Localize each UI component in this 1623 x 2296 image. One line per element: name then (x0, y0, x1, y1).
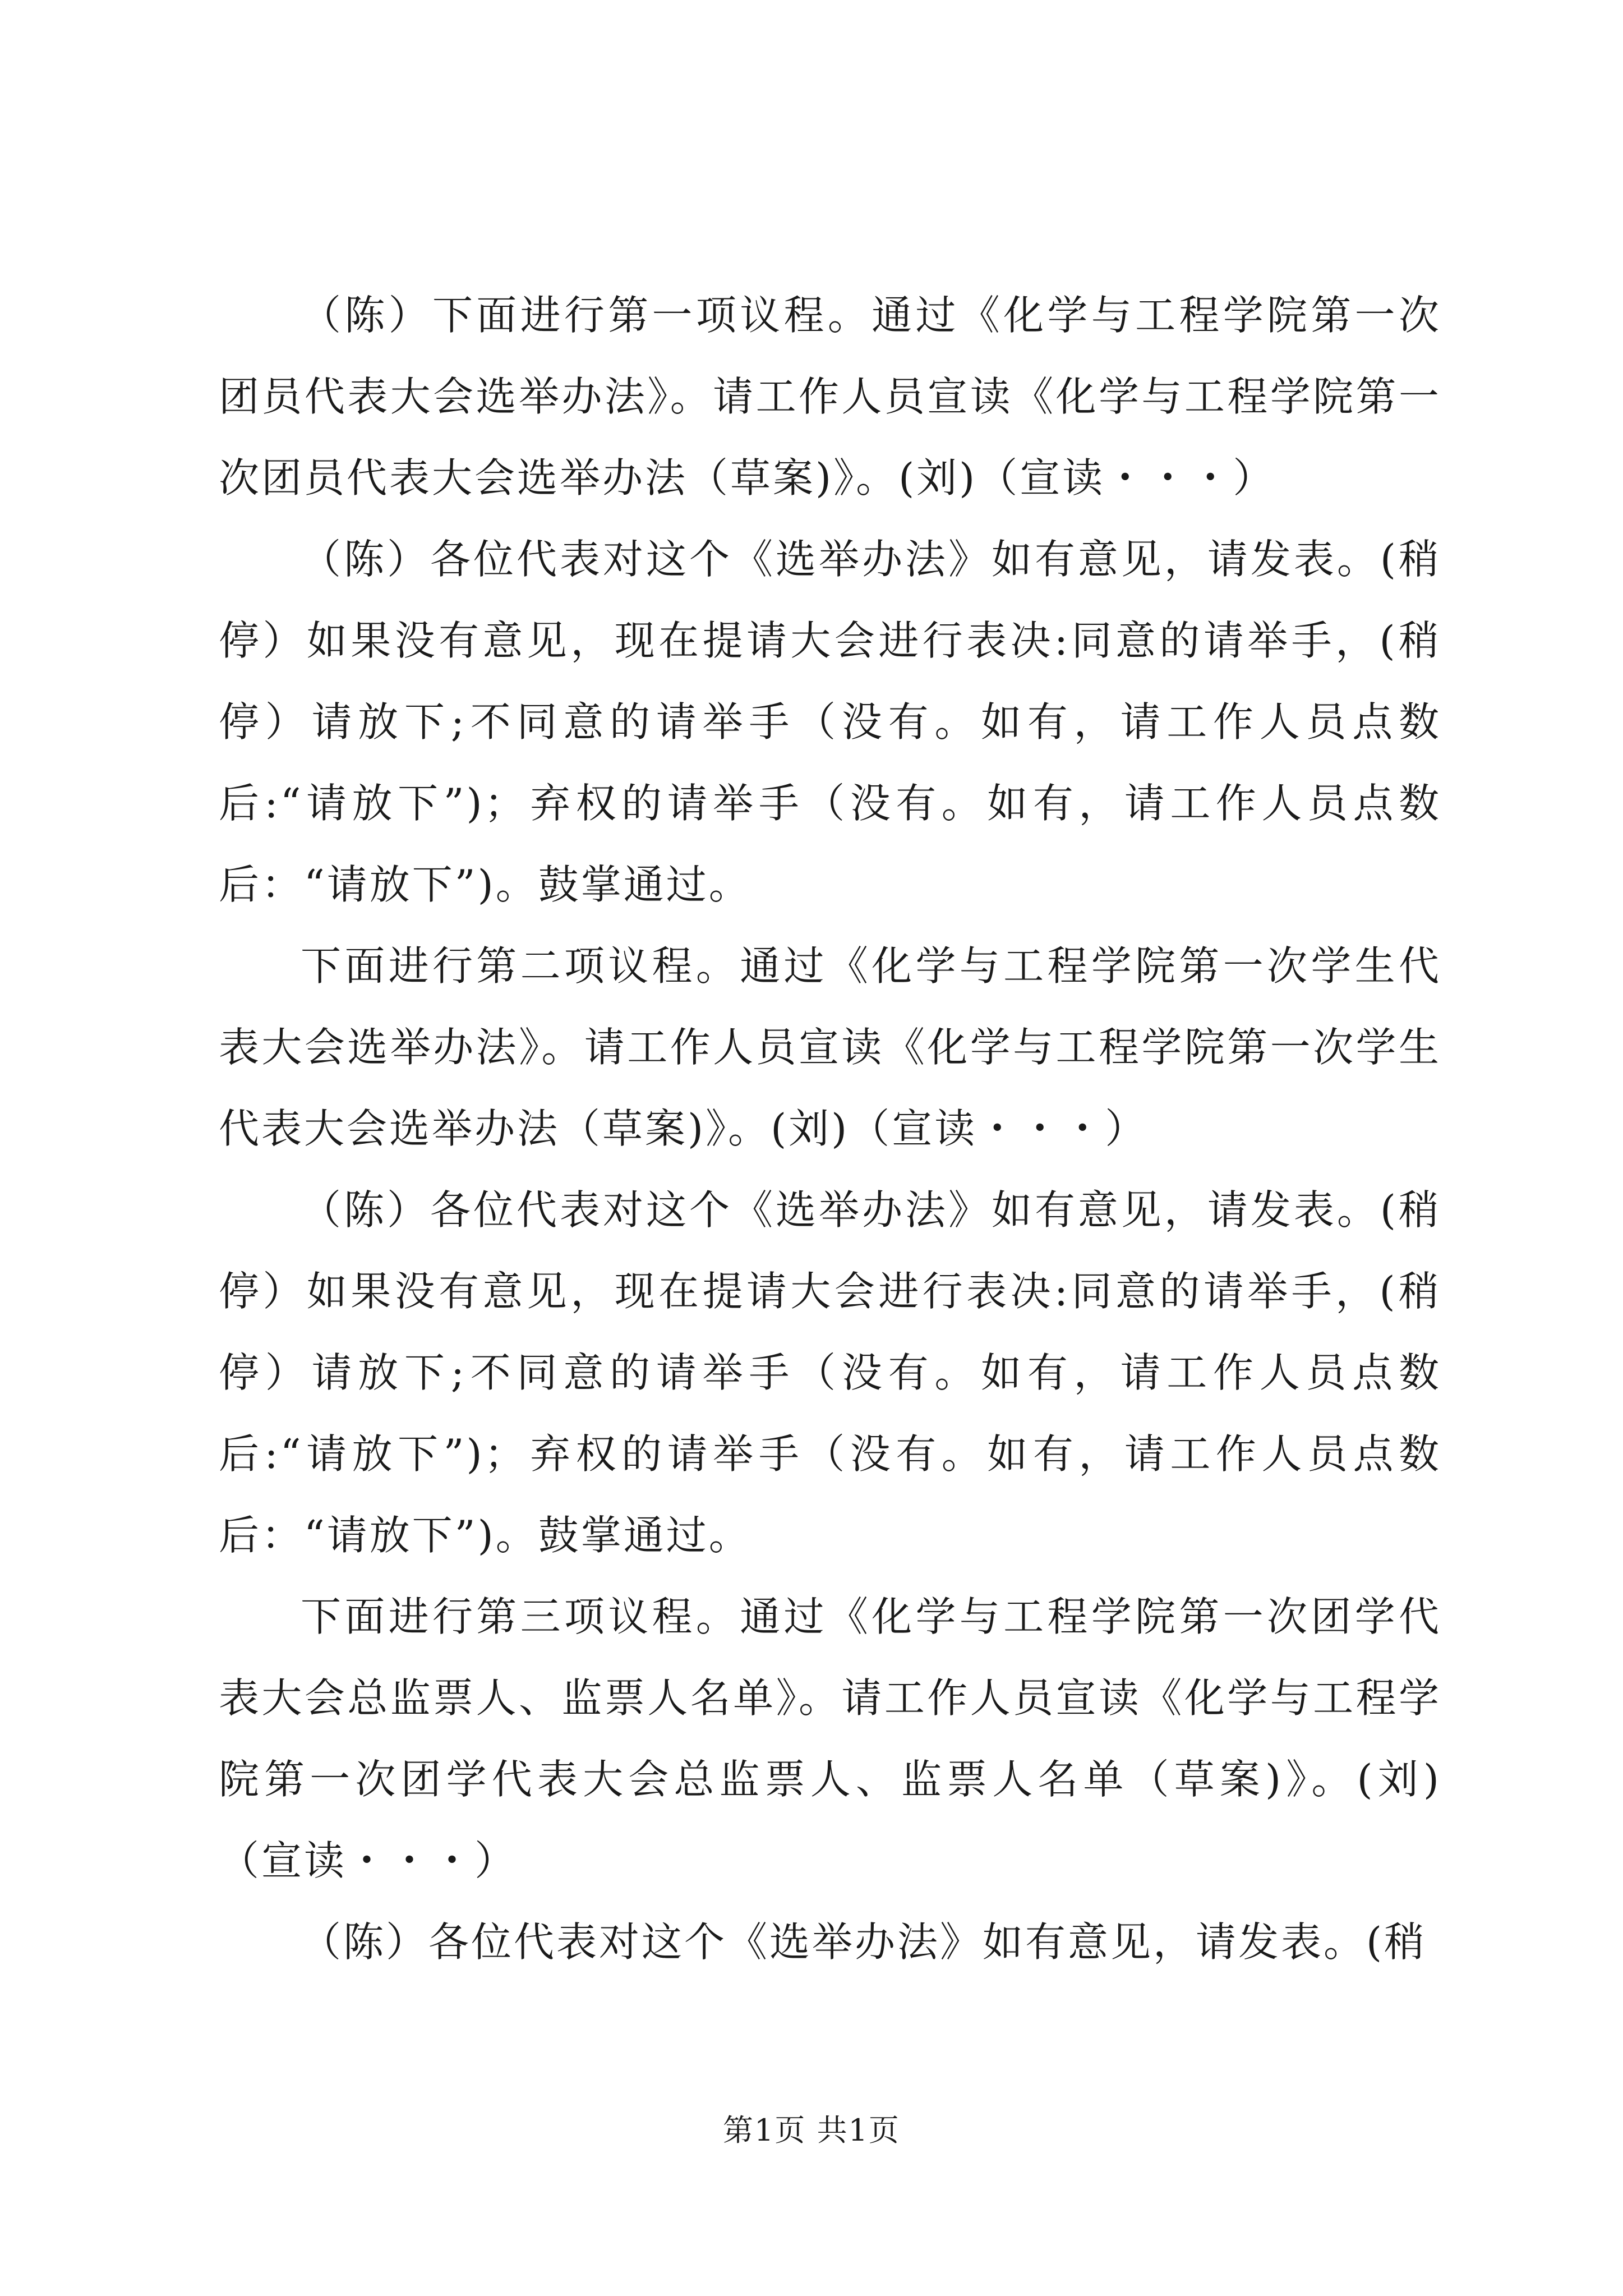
paragraph-agenda-3: 下面进行第三项议程。通过《化学与工程学院第一次团学代表大会总监票人、监票人名单》。请工作人员宣读《化学与工程学院第一次团学代表大会总监票人、监票人名单（草案)》。(刘)（宣读・・・） (219, 1593, 1441, 1884)
paragraph-vote-2: （陈）各位代表对这个《选举办法》如有意见，请发表。(稍停）如果没有意见，现在提请大会进行表决:同意的请举手，(稍停）请放下;不同意的请举手（没有。如有，请工作人员点数后:“请放下”)；弃权的请举手（没有。如有，请工作人员点数后：“请放下”)。鼓掌通过。 (219, 1186, 1441, 1559)
paragraph-agenda-1: （陈）下面进行第一项议程。通过《化学与工程学院第一次团员代表大会选举办法》。请工作人员宣读《化学与工程学院第一次团员代表大会选举办法（草案)》。(刘)（宣读・・・） (219, 292, 1441, 501)
paragraph-vote-3: （陈）各位代表对这个《选举办法》如有意见，请发表。(稍 (301, 1918, 1427, 1966)
paragraph-vote-1: （陈）各位代表对这个《选举办法》如有意见，请发表。(稍停）如果没有意见，现在提请大会进行表决:同意的请举手，(稍停）请放下;不同意的请举手（没有。如有，请工作人员点数后:“请放下”)；弃权的请举手（没有。如有，请工作人员点数后：“请放下”)。鼓掌通过。 (219, 536, 1441, 908)
paragraph-agenda-2: 下面进行第二项议程。通过《化学与工程学院第一次学生代表大会选举办法》。请工作人员宣读《化学与工程学院第一次学生代表大会选举办法（草案)》。(刘)（宣读・・・） (219, 942, 1441, 1152)
document-body (219, 275, 1441, 1983)
page-footer: 第1页 共1页 (723, 2113, 900, 2148)
